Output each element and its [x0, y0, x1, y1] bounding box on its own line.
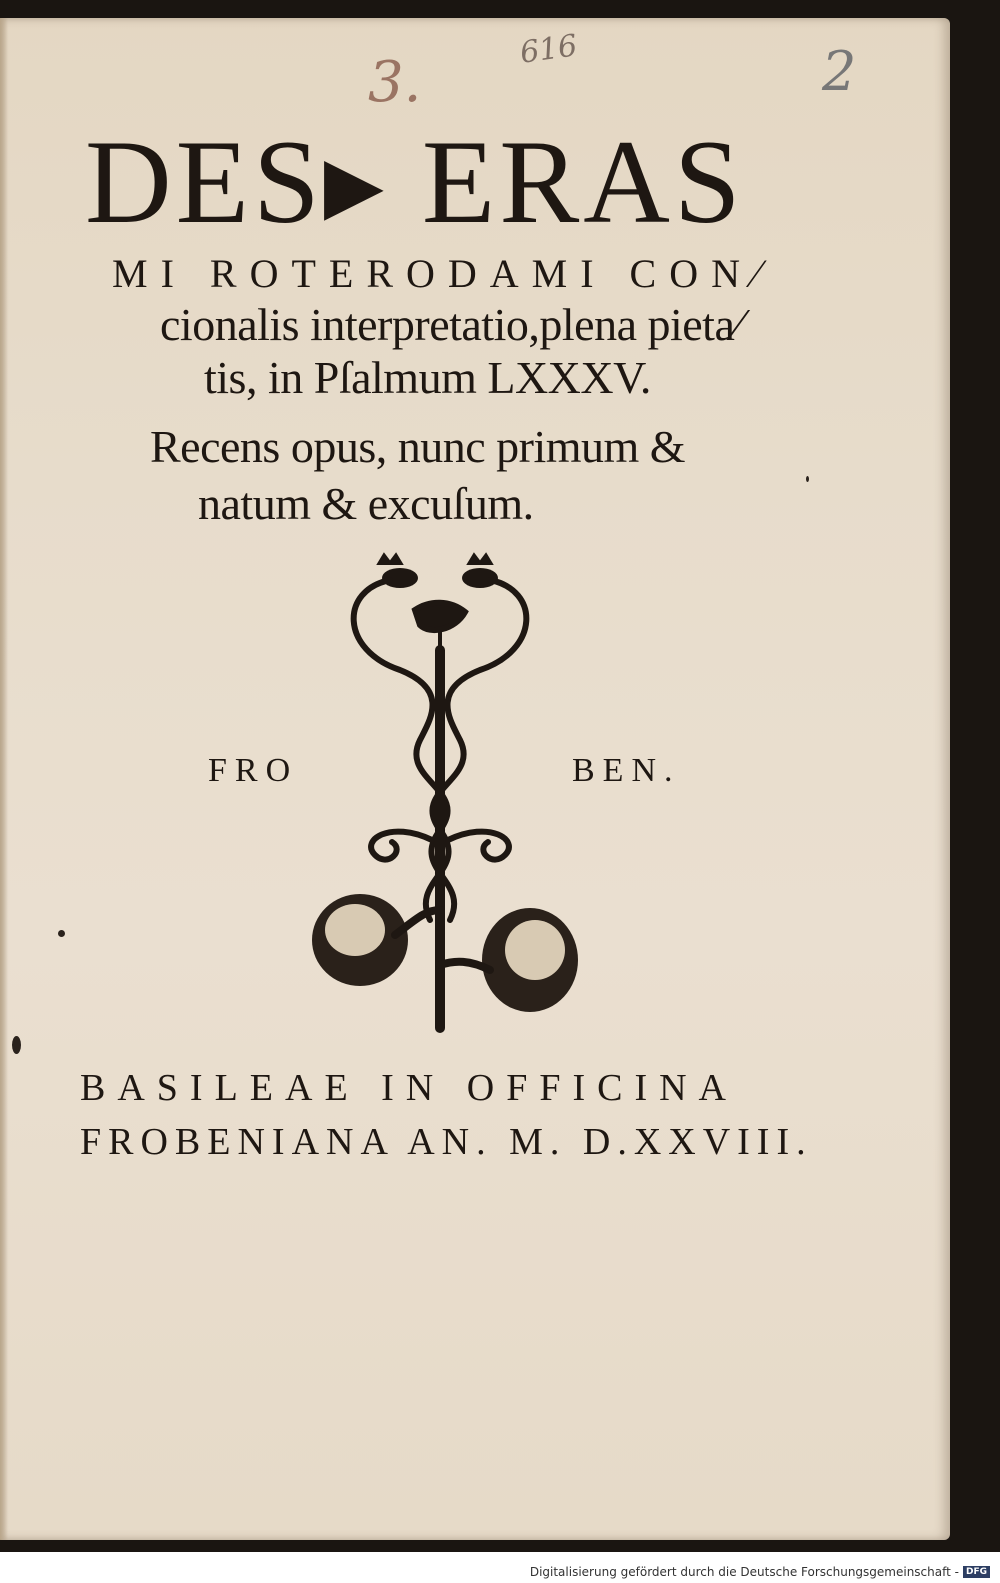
ink-speck — [58, 930, 65, 937]
handwritten-number-right: 2 — [822, 40, 857, 103]
body-line-6: natum & excuſum. — [198, 478, 534, 529]
imprint-line-2: FROBENIANA AN. M. D.XXVIII. — [80, 1121, 813, 1163]
title-line-1: DES▸ ERAS — [85, 115, 745, 248]
body-line-4: tis, in Pſalmum LXXXV. — [204, 352, 651, 403]
handwritten-number-left: 3. — [368, 50, 422, 115]
digitization-credit — [530, 1565, 990, 1579]
ink-speck — [806, 476, 809, 482]
body-line-5: Recens opus, nunc primum & — [150, 421, 686, 472]
ink-speck — [12, 1036, 21, 1054]
dfg-logo: DFG — [963, 1566, 990, 1578]
printer-mark-left-word: FRO — [208, 752, 299, 789]
caduceus-printer-mark — [300, 550, 600, 1040]
handwritten-number-center: 616 — [517, 28, 580, 71]
imprint-line-1: BASILEAE IN OFFICINA — [80, 1067, 738, 1109]
body-line-3: cionalis interpretatio,plena pieta⁄ — [160, 299, 742, 350]
page-spine-shadow — [0, 18, 8, 1540]
title-line-2: MI ROTERODAMI CON⁄ — [112, 251, 773, 296]
printer-mark-right-word: BEN. — [572, 752, 681, 789]
credit-text: Digitalisierung gefördert durch die Deutsche Forschungsgemeinschaft - — [529, 1565, 959, 1579]
